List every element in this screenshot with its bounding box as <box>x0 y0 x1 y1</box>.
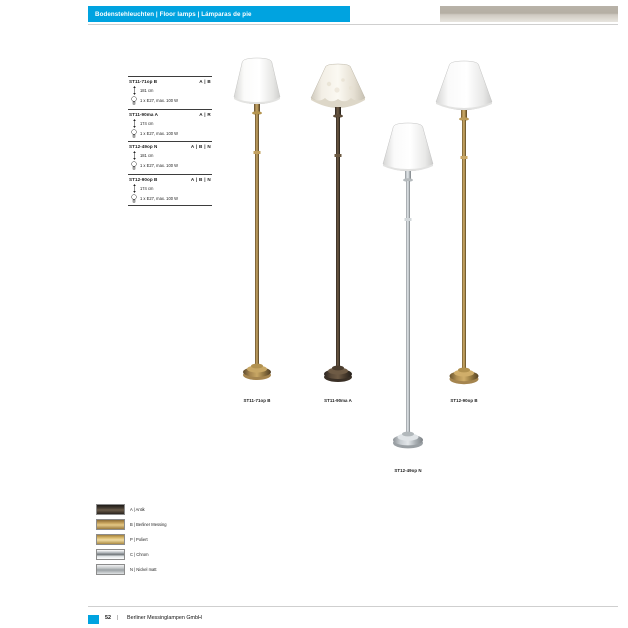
spec-height-row <box>128 86 212 96</box>
spec-block <box>128 109 212 142</box>
lamp-caption: ST11-90ma A <box>324 398 352 403</box>
spec-table <box>128 76 212 211</box>
spec-finish-options: A | B | N <box>190 176 211 182</box>
spec-divider <box>128 76 212 77</box>
spec-height-value: 174 cm <box>140 120 154 126</box>
bulb-icon <box>128 129 140 138</box>
lamp-caption: ST12-90op B <box>450 398 478 403</box>
page-title: Bodenstehleuchten | Floor lamps | Lámparas de pie <box>95 10 252 18</box>
spec-divider <box>128 205 212 206</box>
lamp-caption: ST12-49op N <box>394 468 422 473</box>
spec-bulb-value: 1 x E27, max. 100 W <box>140 130 178 136</box>
legend-item <box>96 547 266 562</box>
spec-bulb-value: 1 x E27, max. 100 W <box>140 163 178 168</box>
spec-divider <box>128 109 212 110</box>
height-icon <box>128 119 140 128</box>
spec-block <box>128 141 212 174</box>
legend-item <box>96 502 266 517</box>
spec-code: ST12-49op N <box>129 144 158 149</box>
spec-code: ST11-90ma A <box>129 111 158 117</box>
lamp-caption: ST11-71op B <box>243 398 271 403</box>
legend-item <box>96 532 266 547</box>
footer-divider <box>88 606 618 607</box>
spec-finish-options: A | R <box>199 111 211 117</box>
finish-swatch-chrom <box>96 549 125 560</box>
spec-block <box>128 174 212 212</box>
legend-label: B | Berliner Messing <box>130 522 167 527</box>
spec-code: ST11-71op B <box>129 79 158 84</box>
header-divider <box>88 24 618 25</box>
header-bar <box>88 6 350 22</box>
spec-divider <box>128 141 212 142</box>
spec-bulb-row <box>128 193 212 203</box>
lamp-figure-1 <box>212 55 302 403</box>
bulb-icon <box>128 161 140 170</box>
spec-bulb-value: 1 x E27, max. 100 W <box>140 98 178 103</box>
spec-height-value: 174 cm <box>140 185 154 191</box>
bulb-icon <box>128 96 140 105</box>
finish-swatch-antik <box>96 504 125 515</box>
legend-item <box>96 562 266 577</box>
spec-finish-options: A | B <box>199 79 211 84</box>
legend-label: N | Nickel matt <box>130 567 157 572</box>
footer-company-name: Berliner Messinglampen GmbH <box>127 615 202 621</box>
finish-legend <box>96 502 266 577</box>
spec-height-row <box>128 183 212 193</box>
spec-bulb-row <box>128 161 212 171</box>
spec-finish-options: A | B | N <box>190 144 211 149</box>
legend-label: P | Poliert <box>130 537 148 542</box>
spec-height-value: 181 cm <box>140 88 154 93</box>
spec-code: ST12-90op B <box>129 176 158 182</box>
spec-bulb-row <box>128 96 212 106</box>
height-icon <box>128 151 140 160</box>
finish-swatch-nickel-matt <box>96 564 125 575</box>
spec-block <box>128 76 212 109</box>
legend-label: A | Antik <box>130 507 145 512</box>
spec-divider <box>128 174 212 175</box>
legend-label: C | Chrom <box>130 552 149 557</box>
footer-separator: | <box>117 615 119 621</box>
spec-bulb-value: 1 x E27, max. 100 W <box>140 195 178 201</box>
finish-swatch-berliner-messing <box>96 519 125 530</box>
height-icon <box>128 86 140 95</box>
height-icon <box>128 184 140 193</box>
bulb-icon <box>128 194 140 203</box>
spec-bulb-row <box>128 128 212 138</box>
legend-item <box>96 517 266 532</box>
spec-height-row <box>128 118 212 128</box>
finish-swatch-poliert <box>96 534 125 545</box>
footer-accent-square <box>88 615 99 624</box>
spec-height-value: 181 cm <box>140 153 154 158</box>
lamp-figure-4 <box>419 60 509 403</box>
header-decorative-strip <box>440 6 618 22</box>
page-number: 52 <box>105 615 111 621</box>
spec-height-row <box>128 151 212 161</box>
